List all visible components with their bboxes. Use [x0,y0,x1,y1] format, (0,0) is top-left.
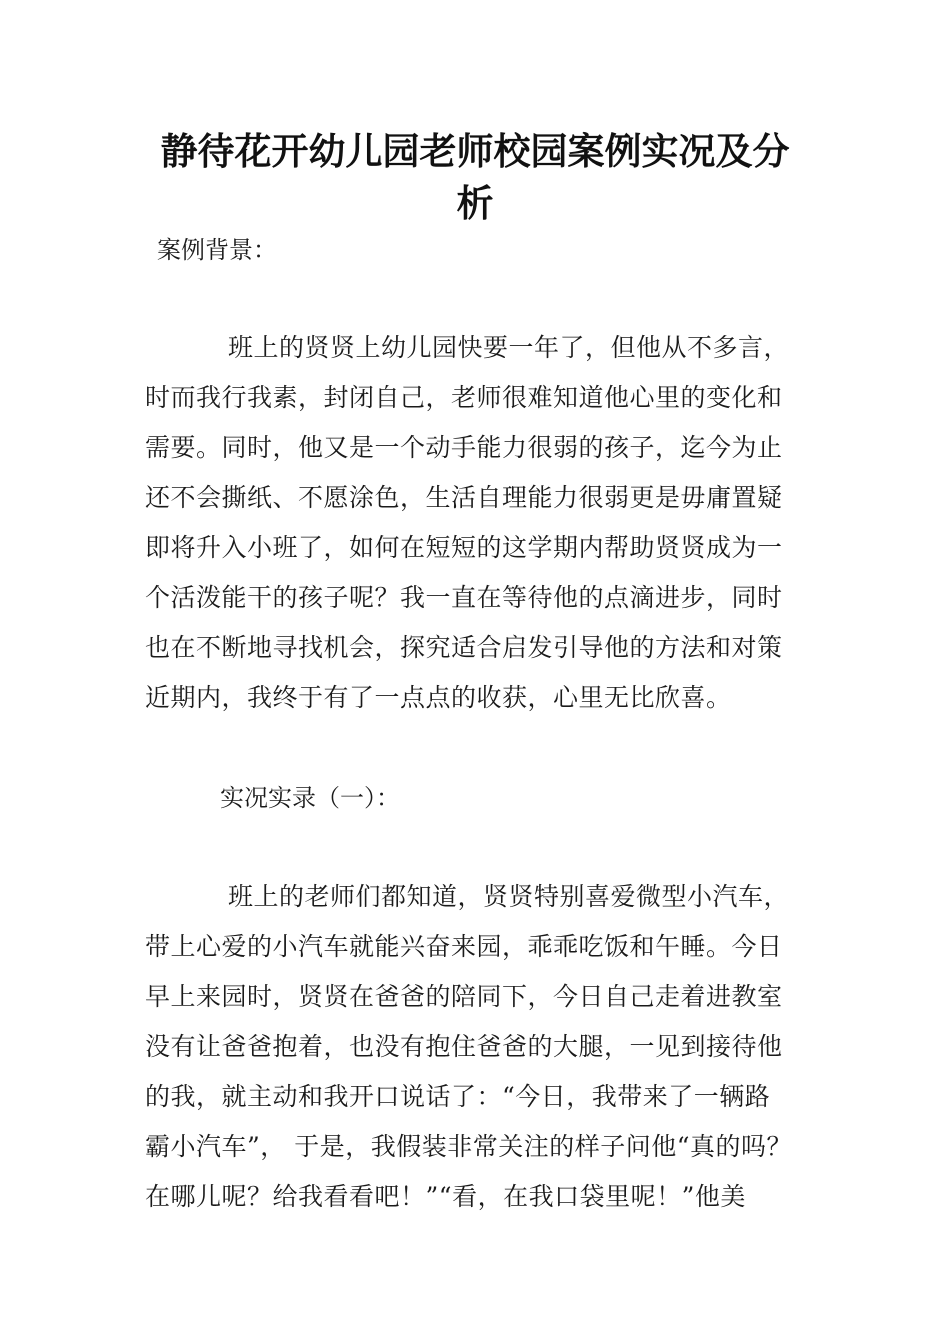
paragraph-line: 还不会撕纸、不愿涂色，生活自理能力很弱更是毋庸置疑 [145,483,783,512]
document-title: 静待花开幼儿园老师校园案例实况及分 [160,130,790,173]
paragraph-line: 早上来园时，贤贤在爸爸的陪同下，今日自己走着进教室 [145,982,783,1011]
section-heading-record: 实况实录（一）： [220,784,400,812]
paragraph-line: 时而我行我素，封闭自己，老师很难知道他心里的变化和 [145,383,783,412]
paragraph-line: 即将升入小班了，如何在短短的这学期内帮助贤贤成为一 [145,533,783,562]
paragraph-line: 的我，就主动和我开口说话了：“今日，我带来了一辆路 [145,1082,771,1111]
paragraph-line: 班上的贤贤上幼儿园快要一年了，但他从不多言， [228,333,790,362]
paragraph-line: 班上的老师们都知道，贤贤特别喜爱微型小汽车， [228,882,790,911]
paragraph-line: 个活泼能干的孩子呢？我一直在等待他的点滴进步，同时 [145,583,783,612]
paragraph-line: 需要。同时，他又是一个动手能力很弱的孩子，迄今为止 [145,433,783,462]
paragraph-line: 霸小汽车”， 于是，我假装非常关注的样子问他“真的吗？ [145,1132,793,1161]
section-heading-background: 案例背景： [157,236,277,264]
paragraph-line: 带上心爱的小汽车就能兴奋来园，乖乖吃饭和午睡。今日 [145,932,783,961]
paragraph-line: 在哪儿呢？给我看看吧！”“看，在我口袋里呢！”他美 [145,1182,746,1211]
document-title-continued: 析 [456,182,494,225]
paragraph-line: 没有让爸爸抱着，也没有抱住爸爸的大腿，一见到接待他 [145,1032,783,1061]
paragraph-line: 近期内，我终于有了一点点的收获，心里无比欣喜。 [145,683,732,712]
paragraph-line: 也在不断地寻找机会，探究适合启发引导他的方法和对策 [145,633,783,662]
